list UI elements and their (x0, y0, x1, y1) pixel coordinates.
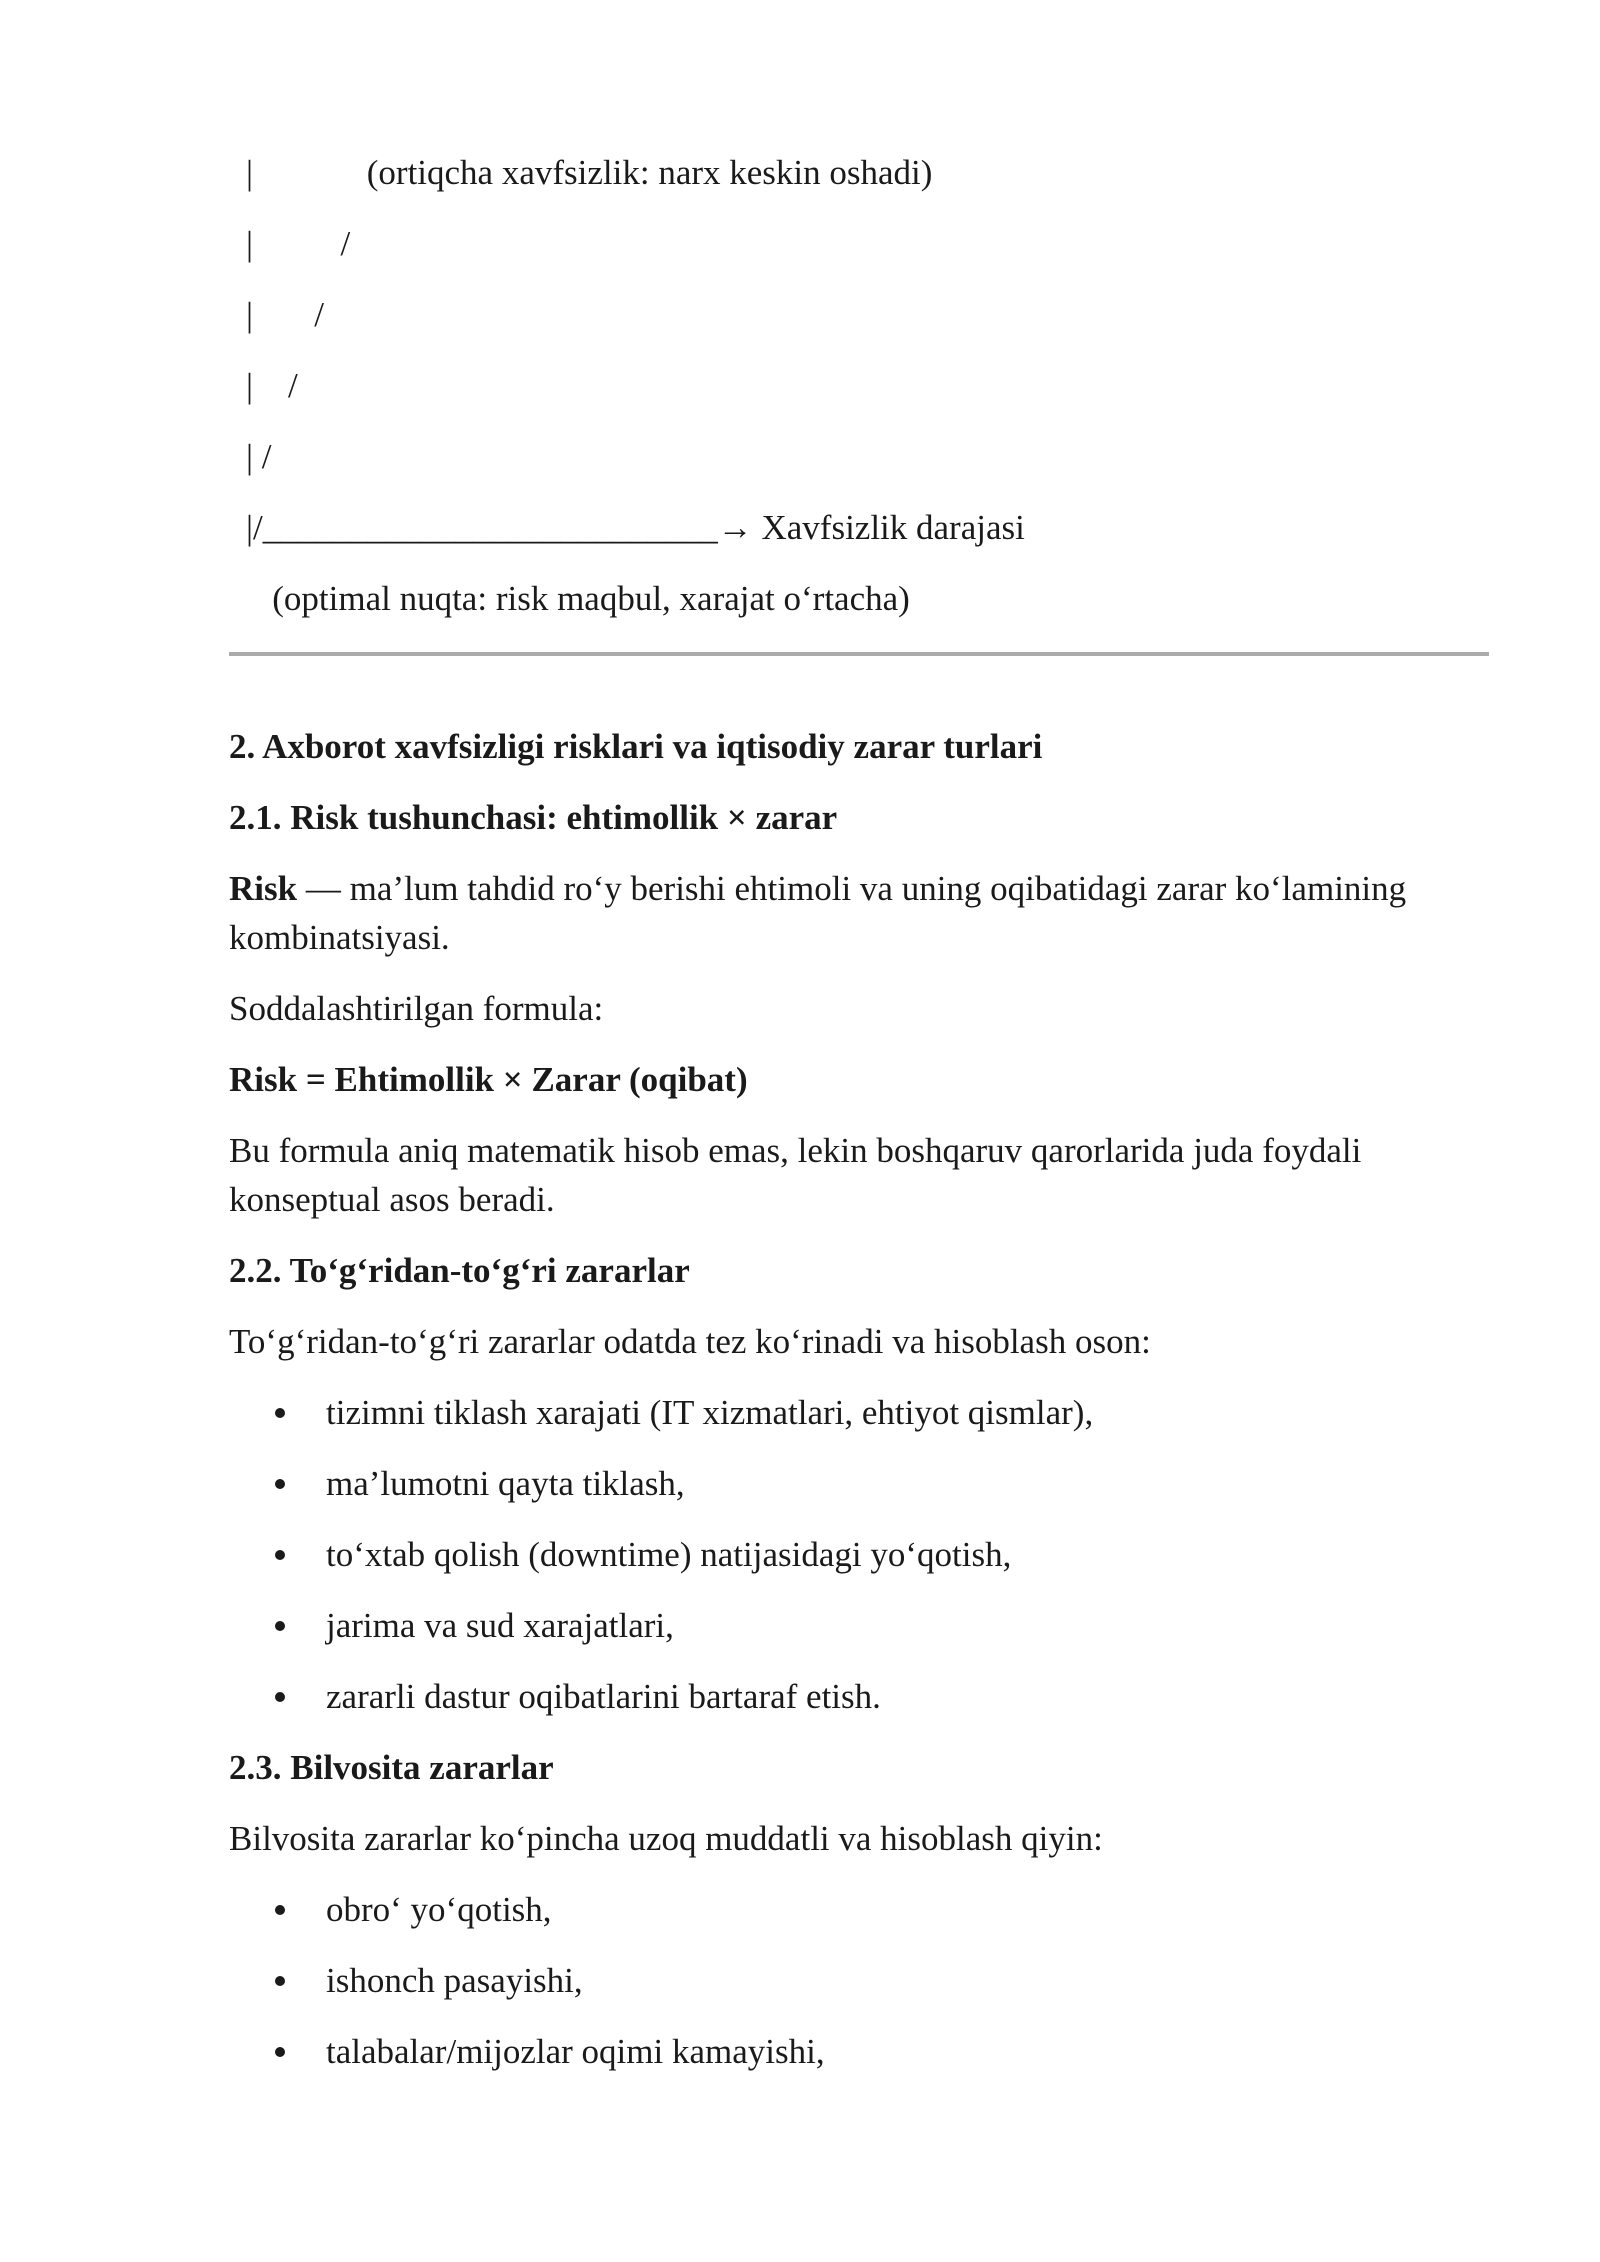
list-item (229, 1672, 1489, 1721)
section-heading: 2. Axborot xavfsizligi risklari va iqtisodiy zarar turlari (229, 727, 1043, 766)
formula-note: Bu formula aniq matematik hisob emas, lekin boshqaruv qarorlarida juda foydali konseptual asos beradi. (229, 1131, 1362, 1219)
list-item-text: jarima va sud xarajatlari, (326, 1606, 674, 1645)
ascii-diagram-caption: (optimal nuqta: risk maqbul, xarajat o‘rtacha) (246, 579, 910, 618)
definition-text: — ma’lum tahdid ro‘y berishi ehtimoli va uning oqibatidagi zarar ko‘lamining kombinatsiyasi. (229, 869, 1407, 957)
list-item-text: talabalar/mijozlar oqimi kamayishi, (326, 2032, 825, 2071)
subsection-heading-2-1: 2.1. Risk tushunchasi: ehtimollik × zarar (229, 798, 838, 837)
bullet-icon (275, 1479, 285, 1489)
list-item (229, 1956, 1489, 2005)
indirect-losses-intro: Bilvosita zararlar ko‘pincha uzoq muddatli va hisoblash qiyin: (229, 1819, 1103, 1858)
risk-definition (229, 864, 1489, 962)
list-item-text: ma’lumotni qayta tiklash, (326, 1464, 685, 1503)
subsection-heading-2-2: 2.2. To‘g‘ridan-to‘g‘ri zararlar (229, 1251, 690, 1290)
list-item (229, 2027, 1489, 2076)
bullet-icon (275, 1976, 285, 1986)
bullet-icon (275, 1408, 285, 1418)
list-item (229, 1601, 1489, 1650)
ascii-diagram-line: | / (246, 366, 298, 405)
list-item (229, 1459, 1489, 1508)
definition-term: Risk (229, 869, 298, 908)
risk-formula: Risk = Ehtimollik × Zarar (oqibat) (229, 1060, 748, 1099)
section-2-content (229, 722, 1489, 2098)
horizontal-divider (229, 652, 1489, 656)
ascii-diagram-axis-line: |/__________________________→ Xavfsizlik darajasi (246, 508, 1025, 547)
bullet-icon (275, 2047, 285, 2057)
subsection-heading-2-3: 2.3. Bilvosita zararlar (229, 1748, 554, 1787)
bullet-icon (275, 1550, 285, 1560)
bullet-icon (275, 1905, 285, 1915)
formula-intro: Soddalashtirilgan formula: (229, 989, 604, 1028)
list-item-text: obro‘ yo‘qotish, (326, 1890, 552, 1929)
ascii-diagram-line: | / (246, 295, 324, 334)
list-item (229, 1530, 1489, 1579)
ascii-diagram-line: | / (246, 224, 351, 263)
bullet-icon (275, 1692, 285, 1702)
list-item-text: tizimni tiklash xarajati (IT xizmatlari, ehtiyot qismlar), (326, 1393, 1094, 1432)
list-item (229, 1885, 1489, 1934)
direct-losses-intro: To‘g‘ridan-to‘g‘ri zararlar odatda tez ko‘rinadi va hisoblash oson: (229, 1322, 1151, 1361)
indirect-losses-list (229, 1885, 1489, 2076)
list-item-text: to‘xtab qolish (downtime) natijasidagi yo‘qotish, (326, 1535, 1012, 1574)
list-item-text: ishonch pasayishi, (326, 1961, 583, 2000)
list-item-text: zararli dastur oqibatlarini bartaraf etish. (326, 1677, 881, 1716)
bullet-icon (275, 1621, 285, 1631)
direct-losses-list (229, 1388, 1489, 1721)
ascii-diagram-line: | (ortiqcha xavfsizlik: narx keskin oshadi) (246, 153, 933, 192)
ascii-diagram-line: | / (246, 437, 272, 476)
list-item (229, 1388, 1489, 1437)
